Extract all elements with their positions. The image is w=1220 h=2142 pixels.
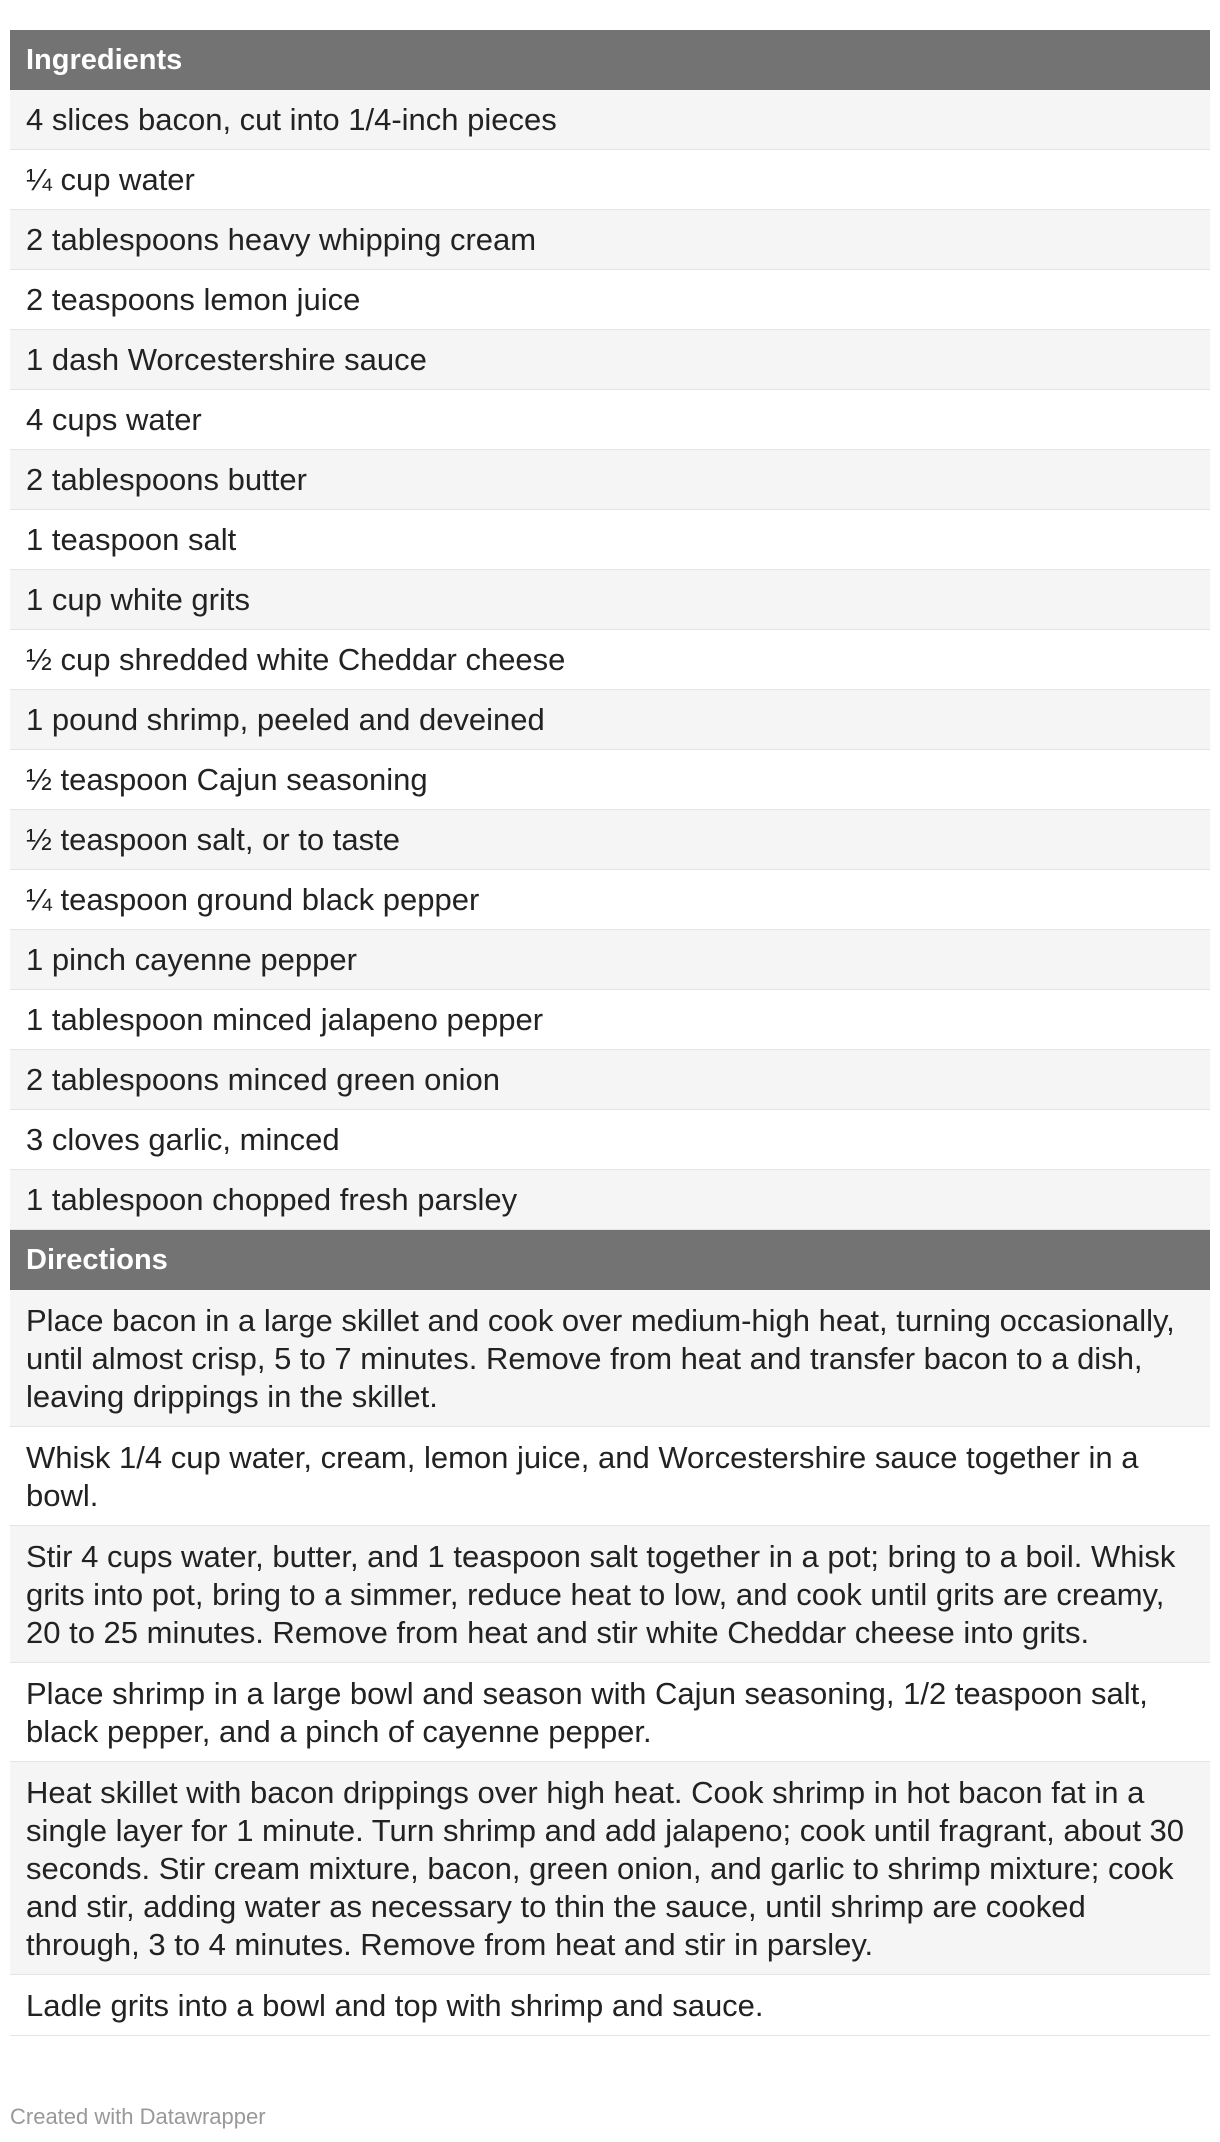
ingredient-row: 1 teaspoon salt — [10, 510, 1210, 570]
ingredient-row: ½ cup shredded white Cheddar cheese — [10, 630, 1210, 690]
ingredient-row: 2 tablespoons butter — [10, 450, 1210, 510]
direction-step: Ladle grits into a bowl and top with shrimp and sauce. — [10, 1975, 1210, 2036]
ingredient-row: 4 slices bacon, cut into 1/4-inch pieces — [10, 90, 1210, 150]
direction-step: Place bacon in a large skillet and cook over medium-high heat, turning occasionally, until almost crisp, 5 to 7 minutes. Remove from heat and transfer bacon to a dish, leaving drippings in the skillet. — [10, 1290, 1210, 1427]
direction-step: Whisk 1/4 cup water, cream, lemon juice, and Worcestershire sauce together in a bowl. — [10, 1427, 1210, 1526]
ingredient-row: ¼ teaspoon ground black pepper — [10, 870, 1210, 930]
direction-step: Place shrimp in a large bowl and season with Cajun seasoning, 1/2 teaspoon salt, black pepper, and a pinch of cayenne pepper. — [10, 1663, 1210, 1762]
directions-header: Directions — [10, 1230, 1210, 1290]
ingredient-row: ½ teaspoon salt, or to taste — [10, 810, 1210, 870]
ingredient-row: 1 pinch cayenne pepper — [10, 930, 1210, 990]
ingredient-row: 1 tablespoon minced jalapeno pepper — [10, 990, 1210, 1050]
ingredient-row: ½ teaspoon Cajun seasoning — [10, 750, 1210, 810]
datawrapper-credit[interactable]: Created with Datawrapper — [10, 2104, 266, 2129]
recipe-table — [10, 30, 1210, 2036]
ingredient-row: 2 teaspoons lemon juice — [10, 270, 1210, 330]
ingredient-row: 3 cloves garlic, minced — [10, 1110, 1210, 1170]
direction-step: Heat skillet with bacon drippings over high heat. Cook shrimp in hot bacon fat in a single layer for 1 minute. Turn shrimp and add jalapeno; cook until fragrant, about 30 seconds. Stir cream mixture, bacon, green onion, and garlic to shrimp mixture; cook and stir, adding water as necessary to thin the sauce, until shrimp are cooked through, 3 to 4 minutes. Remove from heat and stir in parsley. — [10, 1762, 1210, 1975]
ingredient-row: 1 dash Worcestershire sauce — [10, 330, 1210, 390]
ingredient-row: 1 tablespoon chopped fresh parsley — [10, 1170, 1210, 1230]
ingredient-row: 1 cup white grits — [10, 570, 1210, 630]
ingredient-row: 1 pound shrimp, peeled and deveined — [10, 690, 1210, 750]
direction-step: Stir 4 cups water, butter, and 1 teaspoon salt together in a pot; bring to a boil. Whisk grits into pot, bring to a simmer, reduce heat to low, and cook until grits are creamy, 20 to 25 minutes. Remove from heat and stir white Cheddar cheese into grits. — [10, 1526, 1210, 1663]
ingredient-row: 2 tablespoons heavy whipping cream — [10, 210, 1210, 270]
ingredient-row: 2 tablespoons minced green onion — [10, 1050, 1210, 1110]
ingredient-row: ¼ cup water — [10, 150, 1210, 210]
ingredient-row: 4 cups water — [10, 390, 1210, 450]
ingredients-header: Ingredients — [10, 30, 1210, 90]
